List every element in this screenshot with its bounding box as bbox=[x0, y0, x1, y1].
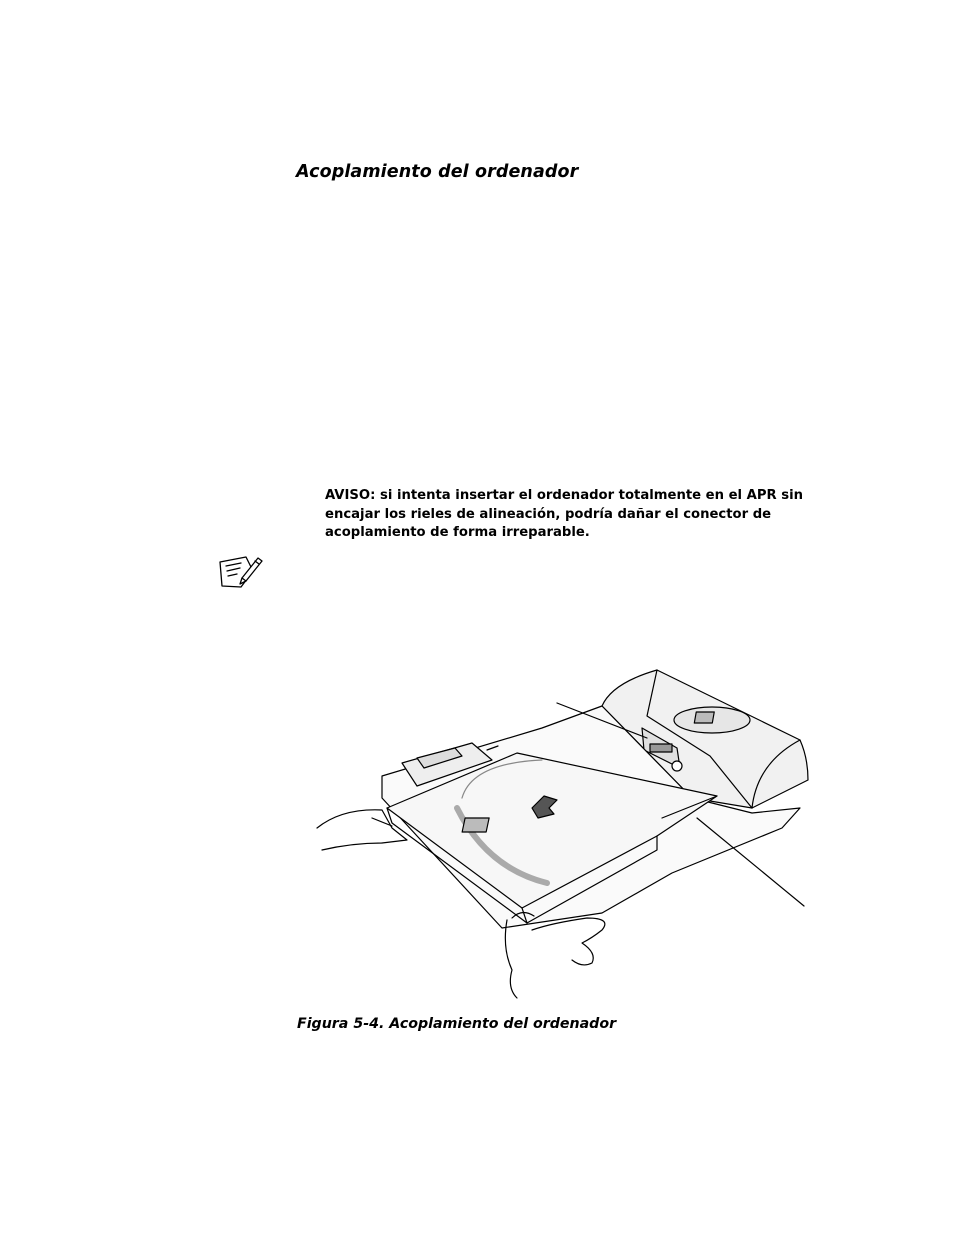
docking-illustration bbox=[312, 668, 812, 1000]
section-heading: Acoplamiento del ordenador bbox=[296, 162, 579, 182]
notice-text bbox=[325, 487, 804, 543]
note-pencil-icon bbox=[218, 556, 264, 590]
notice-line: acoplamiento de forma irreparable. bbox=[325, 525, 590, 540]
notice-line: AVISO: si intenta insertar el ordenador totalmente en el APR sin bbox=[325, 488, 804, 503]
figure-caption: Figura 5-4. Acoplamiento del ordenador bbox=[297, 1016, 617, 1032]
notice-line: encajar los rieles de alineación, podría dañar el conector de bbox=[325, 506, 772, 522]
